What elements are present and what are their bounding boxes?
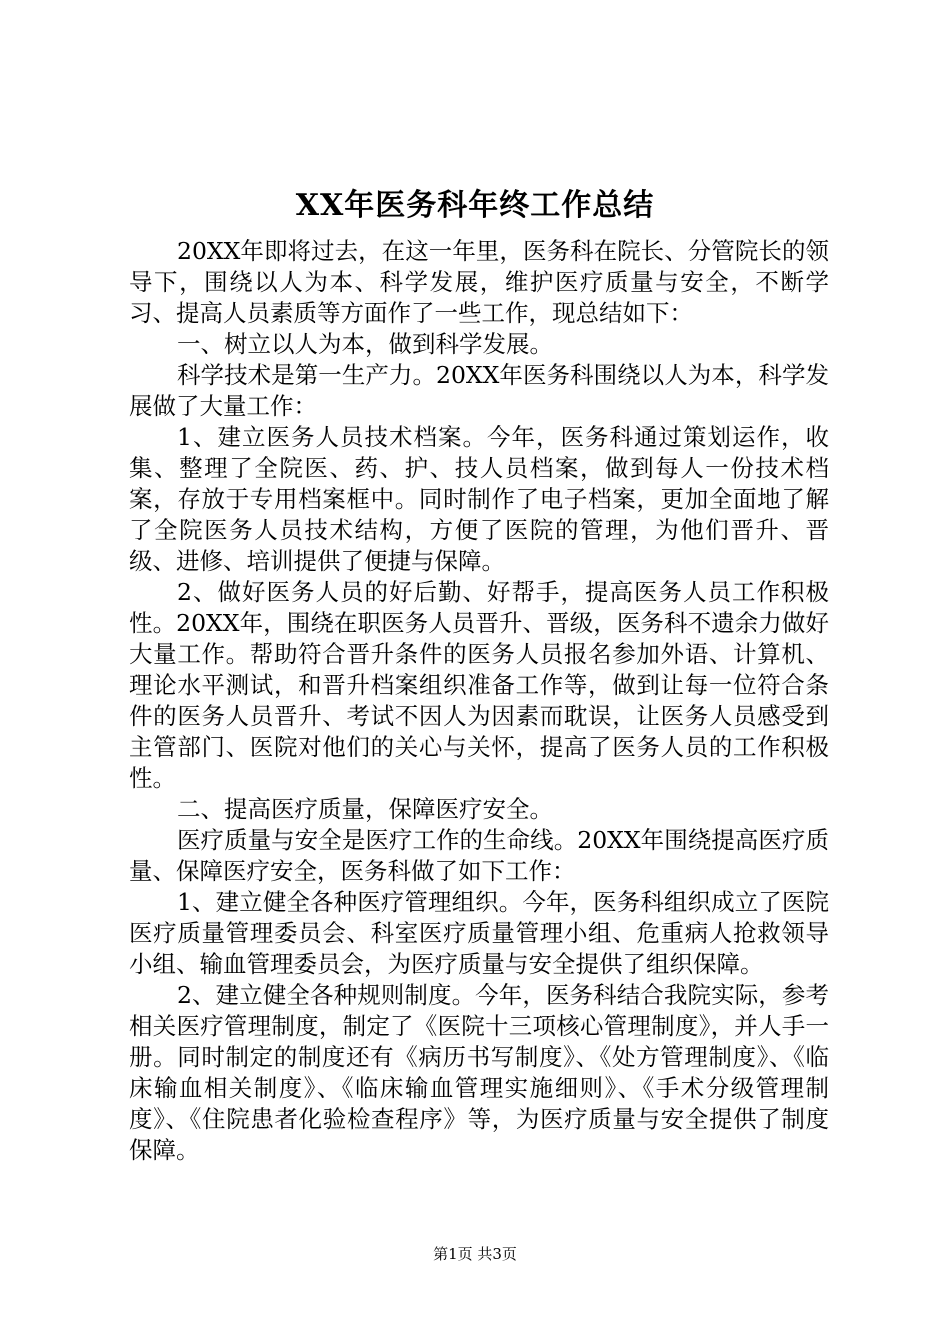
paragraph: 1、建立健全各种医疗管理组织。今年，医务科组织成立了医院医疗质量管理委员会、科室医疗质量管理小组、危重病人抢救领导小组、输血管理委员会，为医疗质量与安全提供了组织保障。 [129,888,829,978]
section-heading-2: 二、提高医疗质量，保障医疗安全。 [177,795,553,823]
page-footer: 第1页 共3页 [433,1245,517,1263]
section-heading-1: 一、树立以人为本，做到科学发展。 [177,330,553,358]
document-title: XX年医务科年终工作总结 [295,188,655,223]
paragraph: 医疗质量与安全是医疗工作的生命线。20XX年围绕提高医疗质量、保障医疗安全，医务科做了如下工作： [129,826,829,885]
paragraph: 1、建立医务人员技术档案。今年，医务科通过策划运作，收集、整理了全院医、药、护、技人员档案，做到每人一份技术档案，存放于专用档案框中。同时制作了电子档案，更加全面地了解了全院医务人员技术结构，方便了医院的管理，为他们晋升、晋级、进修、培训提供了便捷与保障。 [129,423,829,575]
paragraph: 科学技术是第一生产力。20XX年医务科围绕以人为本，科学发展做了大量工作： [129,361,829,420]
paragraph: 2、建立健全各种规则制度。今年，医务科结合我院实际，参考相关医疗管理制度，制定了《医院十三项核心管理制度》，并人手一册。同时制定的制度还有《病历书写制度》、《处方管理制度》、《临床输血相关制度》、《临床输血管理实施细则》、《手术分级管理制度》、《住院患者化验检查程序》等，为医疗质量与安全提供了制度保障。 [129,981,829,1164]
paragraph: 2、做好医务人员的好后勤、好帮手，提高医务人员工作积极性。20XX年，围绕在职医务人员晋升、晋级，医务科不遗余力做好大量工作。帮助符合晋升条件的医务人员报名参加外语、计算机、理论水平测试，和晋升档案组织准备工作等，做到让每一位符合条件的医务人员晋升、考试不因人为因素而耽误，让医务人员感受到主管部门、医院对他们的关心与关怀，提高了医务人员的工作积极性。 [129,578,829,792]
document-body [129,236,829,1166]
paragraph-intro: 20XX年即将过去，在这一年里，医务科在院长、分管院长的领导下，围绕以人为本、科学发展，维护医疗质量与安全，不断学习、提高人员素质等方面作了一些工作，现总结如下： [129,237,829,327]
